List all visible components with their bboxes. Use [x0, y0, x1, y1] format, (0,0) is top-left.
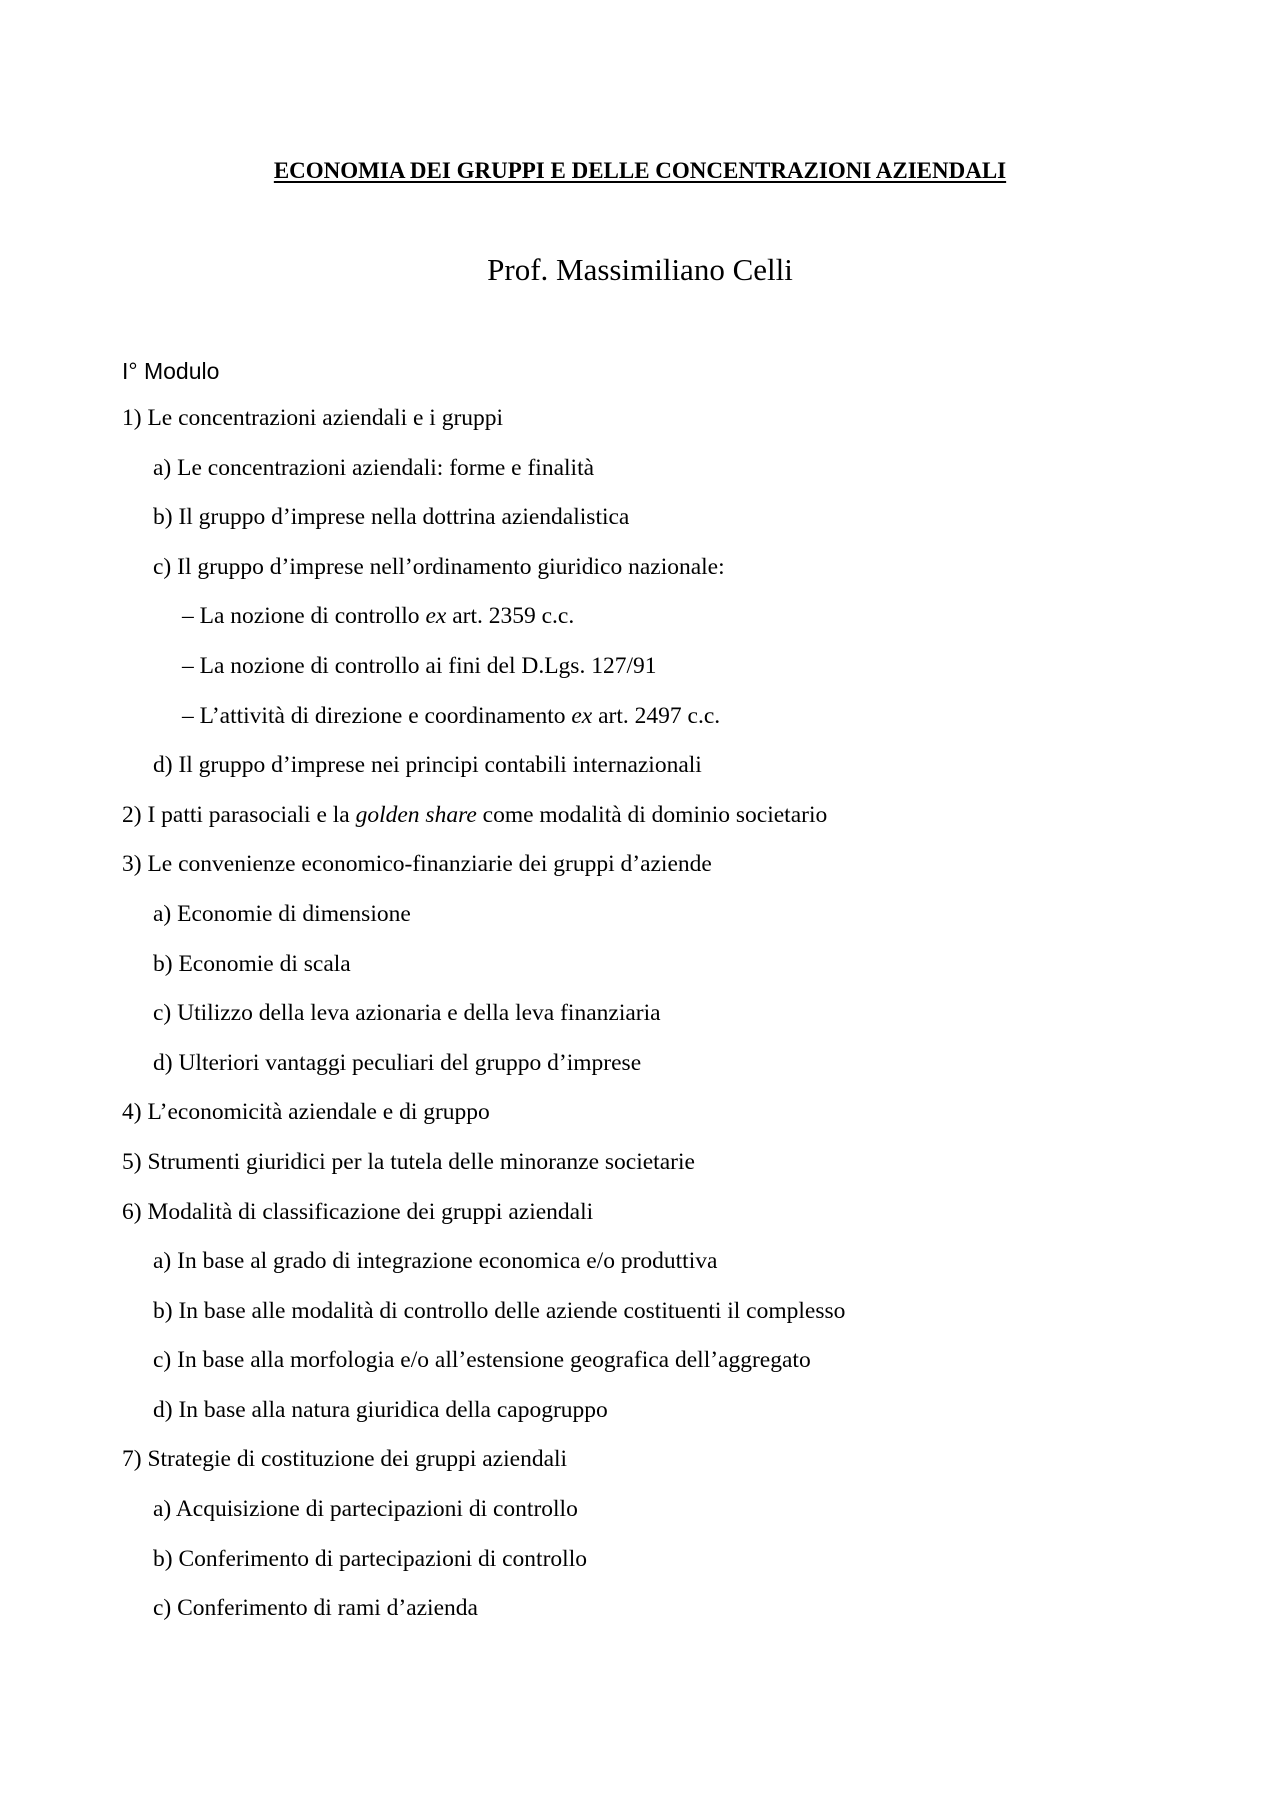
- outline-subitem: [0, 701, 1280, 751]
- outline-subsection: d) In base alla natura giuridica della capogruppo: [153, 1396, 608, 1423]
- outline-subitem: – La nozione di controllo ai fini del D.Lgs. 127/91: [182, 652, 657, 679]
- document-title: ECONOMIA DEI GRUPPI E DELLE CONCENTRAZIONI AZIENDALI: [273, 158, 1007, 183]
- outline-subsection: b) In base alle modalità di controllo delle aziende costituenti il complesso: [153, 1297, 846, 1324]
- outline-text: – L’attività di direzione e coordinamento: [182, 702, 572, 729]
- outline-text: art. 2359 c.c.: [446, 603, 575, 630]
- outline-section: 4) L’economicità aziendale e di gruppo: [122, 1099, 490, 1126]
- outline-section: 6) Modalità di classificazione dei gruppi aziendali: [122, 1198, 594, 1225]
- outline-subsection: c) Conferimento di rami d’azienda: [153, 1595, 478, 1622]
- outline-section: 3) Le convenienze economico-finanziarie dei gruppi d’aziende: [122, 851, 712, 878]
- outline-section: 5) Strumenti giuridici per la tutela delle minoranze societarie: [122, 1148, 695, 1175]
- module-heading: I° Modulo: [122, 358, 220, 384]
- outline-subitem: [0, 601, 1280, 651]
- outline-text: come modalità di dominio societario: [476, 801, 828, 828]
- document-author: Prof. Massimiliano Celli: [487, 252, 793, 287]
- outline-subsection: b) Economie di scala: [153, 950, 351, 977]
- outline-emphasis: ex: [571, 702, 593, 729]
- outline-text: – La nozione di controllo: [182, 603, 426, 630]
- course-outline: [0, 403, 1280, 1643]
- outline-section: [0, 800, 1280, 850]
- outline-subsection: c) Il gruppo d’imprese nell’ordinamento giuridico nazionale:: [153, 553, 725, 580]
- outline-subsection: d) Ulteriori vantaggi peculiari del gruppo d’imprese: [153, 1049, 642, 1076]
- outline-section: 7) Strategie di costituzione dei gruppi aziendali: [122, 1446, 568, 1473]
- outline-subsection: a) In base al grado di integrazione economica e/o produttiva: [153, 1248, 718, 1275]
- outline-emphasis: ex: [425, 603, 447, 630]
- outline-emphasis: golden share: [355, 801, 477, 828]
- outline-subsection: b) Il gruppo d’imprese nella dottrina aziendalistica: [153, 504, 630, 531]
- outline-text: 2) I patti parasociali e la: [122, 801, 356, 828]
- outline-subsection: a) Le concentrazioni aziendali: forme e finalità: [153, 454, 595, 481]
- outline-section: 1) Le concentrazioni aziendali e i gruppi: [122, 405, 504, 431]
- outline-subsection: d) Il gruppo d’imprese nei principi contabili internazionali: [153, 752, 702, 779]
- outline-subsection: b) Conferimento di partecipazioni di controllo: [153, 1545, 587, 1572]
- outline-subsection: c) Utilizzo della leva azionaria e della leva finanziaria: [153, 1000, 661, 1027]
- outline-subsection: a) Economie di dimensione: [153, 900, 411, 927]
- outline-subsection: a) Acquisizione di partecipazioni di controllo: [153, 1496, 578, 1523]
- outline-text: art. 2497 c.c.: [592, 702, 721, 729]
- outline-subsection: c) In base alla morfologia e/o all’estensione geografica dell’aggregato: [153, 1347, 811, 1374]
